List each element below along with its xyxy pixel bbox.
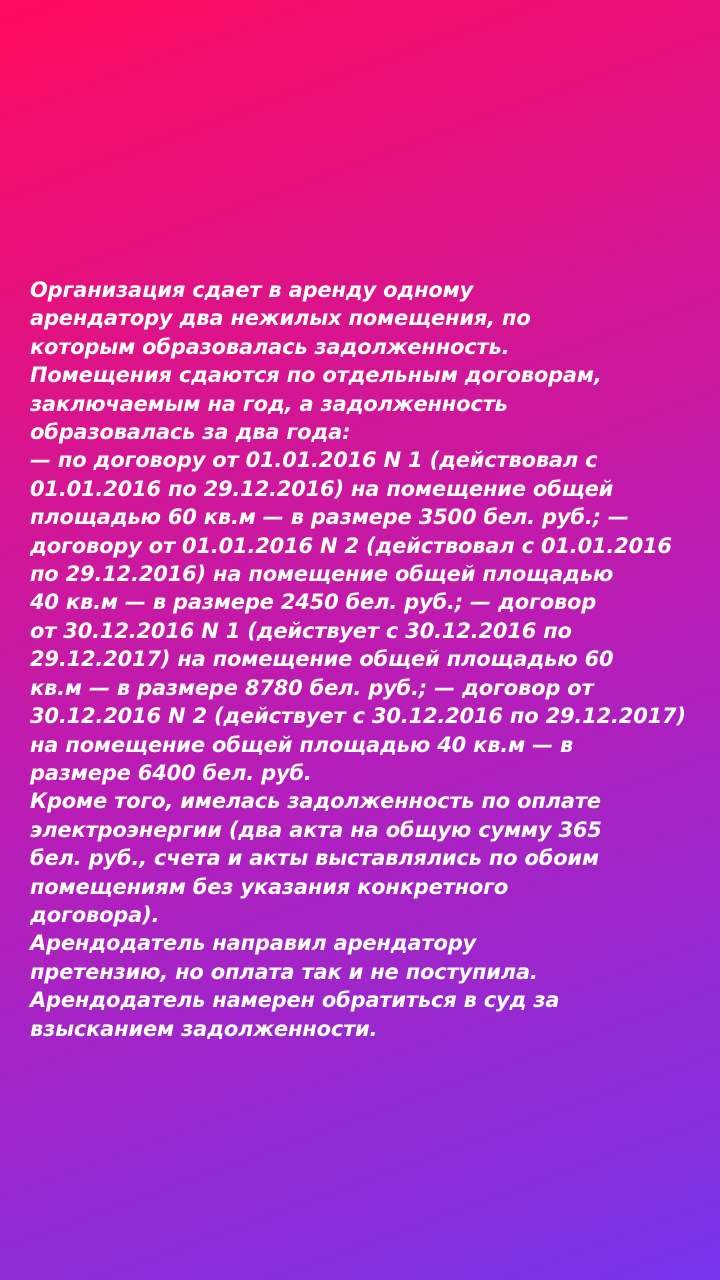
text-line: которым образовалась задолженность. — [30, 334, 510, 359]
text-line: договора). — [30, 902, 160, 927]
text-line: по 29.12.2016) на помещение общей площадью — [30, 562, 614, 587]
text-line: образовалась за два года: — [30, 420, 351, 445]
text-line: на помещение общей площадью 40 кв.м — в — [30, 732, 574, 757]
text-line: арендатору два нежилых помещения, по — [30, 306, 531, 331]
text-line: договору от 01.01.2016 N 2 (действовал с 01.01.2016 — [30, 533, 672, 558]
text-line: — по договору от 01.01.2016 N 1 (действовал с — [30, 448, 598, 473]
text-line: помещениям без указания конкретного — [30, 874, 509, 899]
text-line: от 30.12.2016 N 1 (действует с 30.12.2016 по — [30, 618, 572, 643]
text-line: 01.01.2016 по 29.12.2016) на помещение общей — [30, 476, 614, 501]
text-line: Арендодатель направил арендатору — [30, 931, 477, 956]
text-line: электроэнергии (два акта на общую сумму 365 — [30, 817, 602, 842]
text-line: 29.12.2017) на помещение общей площадью 60 — [30, 647, 614, 672]
text-line: бел. руб., счета и акты выставлялись по обоим — [30, 846, 599, 871]
story-text-block — [30, 276, 706, 1043]
text-line: взысканием задолженности. — [30, 1016, 378, 1041]
text-line: Организация сдает в аренду одному — [30, 278, 474, 302]
text-line: заключаемым на год, а задолженность — [30, 391, 508, 416]
text-line: 30.12.2016 N 2 (действует с 30.12.2016 по 29.12.2017) — [30, 704, 686, 729]
text-line: Арендодатель намерен обратиться в суд за — [30, 988, 560, 1013]
text-line: площадью 60 кв.м — в размере 3500 бел. руб.; — — [30, 505, 629, 530]
text-line: претензию, но оплата так и не поступила. — [30, 959, 538, 984]
text-line: Помещения сдаются по отдельным договорам, — [30, 363, 602, 388]
text-line: 40 кв.м — в размере 2450 бел. руб.; — договор — [30, 590, 597, 615]
text-line: кв.м — в размере 8780 бел. руб.; — договор от — [30, 675, 594, 700]
text-line: размере 6400 бел. руб. — [30, 760, 312, 785]
text-line: Кроме того, имелась задолженность по оплате — [30, 789, 601, 814]
